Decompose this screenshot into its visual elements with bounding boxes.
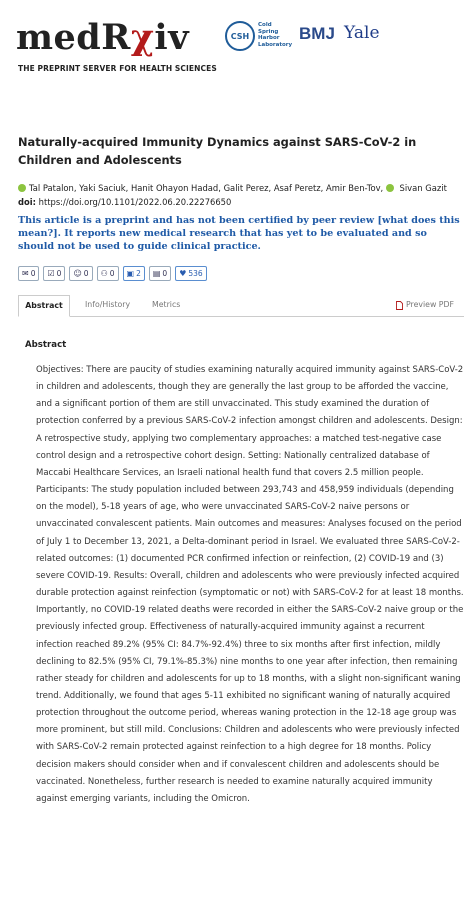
- share-icon: ⚇: [100, 269, 108, 278]
- check-icon: ☑: [47, 269, 55, 278]
- orcid-icon[interactable]: [386, 184, 394, 192]
- article-tabs: [18, 295, 464, 317]
- user-metric[interactable]: ☺ 0: [69, 266, 92, 281]
- site-header: [0, 0, 476, 88]
- bmj-logo[interactable]: BMJ: [299, 24, 335, 43]
- abstract-text: Objectives: There are paucity of studies examining naturally acquired immunity against SARS-CoV-2 in children and adolescents, though they are generally the last group to be afforded the vaccine, and a significant portion of them are still unvaccinated. This study examined the duration of protection conferred by a previous SARS-CoV-2 infection amongst children and adolescents. Design: A retrospective study, applying two complementary approaches: a matched test-negative case control design and a retrospective cohort design. Setting: Nationally centralized database of Maccabi Healthcare Services, an Israeli national health fund that covers 2.5 million people. Participants: The study population included between 293,743 and 458,959 individuals (depending on the model), 5-18 years of age, who were unvaccinated SARS-CoV-2 naive persons or unvaccinated convalescent patients. Main outcomes and measures: Analyses focused on the period of July 1 to December 13, 2021, a Delta-dominant period in Israel. We evaluated three SARS-CoV-2-related outcomes: (1) documented PCR confirmed infection or reinfection, (2) COVID-19 and (3) severe COVID-19. Results: Overall, children and adolescents who were previously infected acquired durable protection against reinfection (symptomatic or not) with SARS-CoV-2 for at least 18 months. Importantly, no COVID-19 related deaths were recorded in either the SARS-CoV-2 naive group or the previously infected group. Effectiveness of naturally-acquired immunity against a recurrent infection reached 89.2% (95% CI: 84.7%-92.4%) three to six months after first infection, mildly declining to 82.5% (95% CI, 79.1%-85.3%) nine months to one year after infection, then remaining rather steady for children and adolescents for up to 18 months, with a slight non-significant waning trend. Additionally, we found that ages 5-11 exhibited no significant waning of naturally acquired protection throughout the outcome period, whereas waning protection in the 12-18 age group was more prominent, but still mild. Conclusions: Children and adolescents who were previously infected with SARS-CoV-2 remain protected against reinfection to a high degree for 18 months. Policy decision makers should consider when and if convalescent children and adolescents should be vaccinated. Nonetheless, further research is needed to examine naturally acquired immunity against emerging variants, including the Omicron.: [36, 365, 464, 804]
- document-metric[interactable]: ▤ 0: [149, 266, 171, 281]
- site-tagline: THE PREPRINT SERVER FOR HEALTH SCIENCES: [18, 64, 217, 73]
- author-links[interactable]: Yaki Saciuk, Hanit Ohayon Hadad, Galit Perez, Asaf Peretz, Amir Ben-Tov,: [76, 183, 384, 193]
- share-metric[interactable]: ⚇ 0: [97, 266, 119, 281]
- medrxiv-logo[interactable]: [16, 16, 189, 60]
- logo-text-left: medR: [16, 17, 131, 58]
- twitter-metric[interactable]: ♥ 536: [175, 266, 207, 281]
- user-icon: ☺: [73, 269, 82, 278]
- preprint-notice: This article is a preprint and has not been certified by peer review [what does this mean?]. It reports new medical research that has yet to be evaluated and so should not be used to guide clinical practice.: [18, 215, 460, 253]
- check-metric[interactable]: ☑ 0: [43, 266, 65, 281]
- author-list: [18, 182, 468, 194]
- author-link[interactable]: Tal Patalon,: [29, 183, 77, 193]
- preview-pdf-label: Preview PDF: [405, 300, 454, 309]
- doi-label: doi:: [18, 197, 36, 207]
- doi-link[interactable]: https://doi.org/10.1101/2022.06.20.22276650: [35, 197, 232, 207]
- logo-text-chi: χ: [130, 17, 155, 58]
- orcid-icon[interactable]: [18, 184, 26, 192]
- comments-metric[interactable]: ✉ 0: [18, 266, 39, 281]
- logo-text-right: iv: [154, 17, 190, 58]
- article-metrics-bar: [18, 266, 207, 282]
- document-icon: ▤: [152, 269, 161, 278]
- monitor-icon: ▣: [126, 269, 135, 278]
- csh-logo-icon[interactable]: CSH: [225, 21, 255, 51]
- tab-metrics[interactable]: Metrics: [152, 300, 181, 309]
- pdf-file-icon: [396, 301, 403, 310]
- monitor-metric[interactable]: ▣ 2: [123, 266, 145, 281]
- tab-abstract[interactable]: Abstract: [18, 295, 70, 317]
- twitter-icon: ♥: [179, 269, 187, 278]
- doi-line: [18, 197, 231, 207]
- article-title: Naturally-acquired Immunity Dynamics against SARS-CoV-2 in Children and Adolescents: [18, 135, 417, 167]
- tab-info-history[interactable]: Info/History: [85, 300, 131, 309]
- yale-logo[interactable]: Yale: [344, 23, 380, 43]
- csh-logo-text: Cold Spring Harbor Laboratory: [258, 22, 293, 48]
- abstract-heading: Abstract: [25, 340, 67, 350]
- comment-icon: ✉: [22, 269, 29, 278]
- author-link[interactable]: Sivan Gazit: [396, 183, 447, 193]
- preview-pdf-link[interactable]: [396, 295, 454, 315]
